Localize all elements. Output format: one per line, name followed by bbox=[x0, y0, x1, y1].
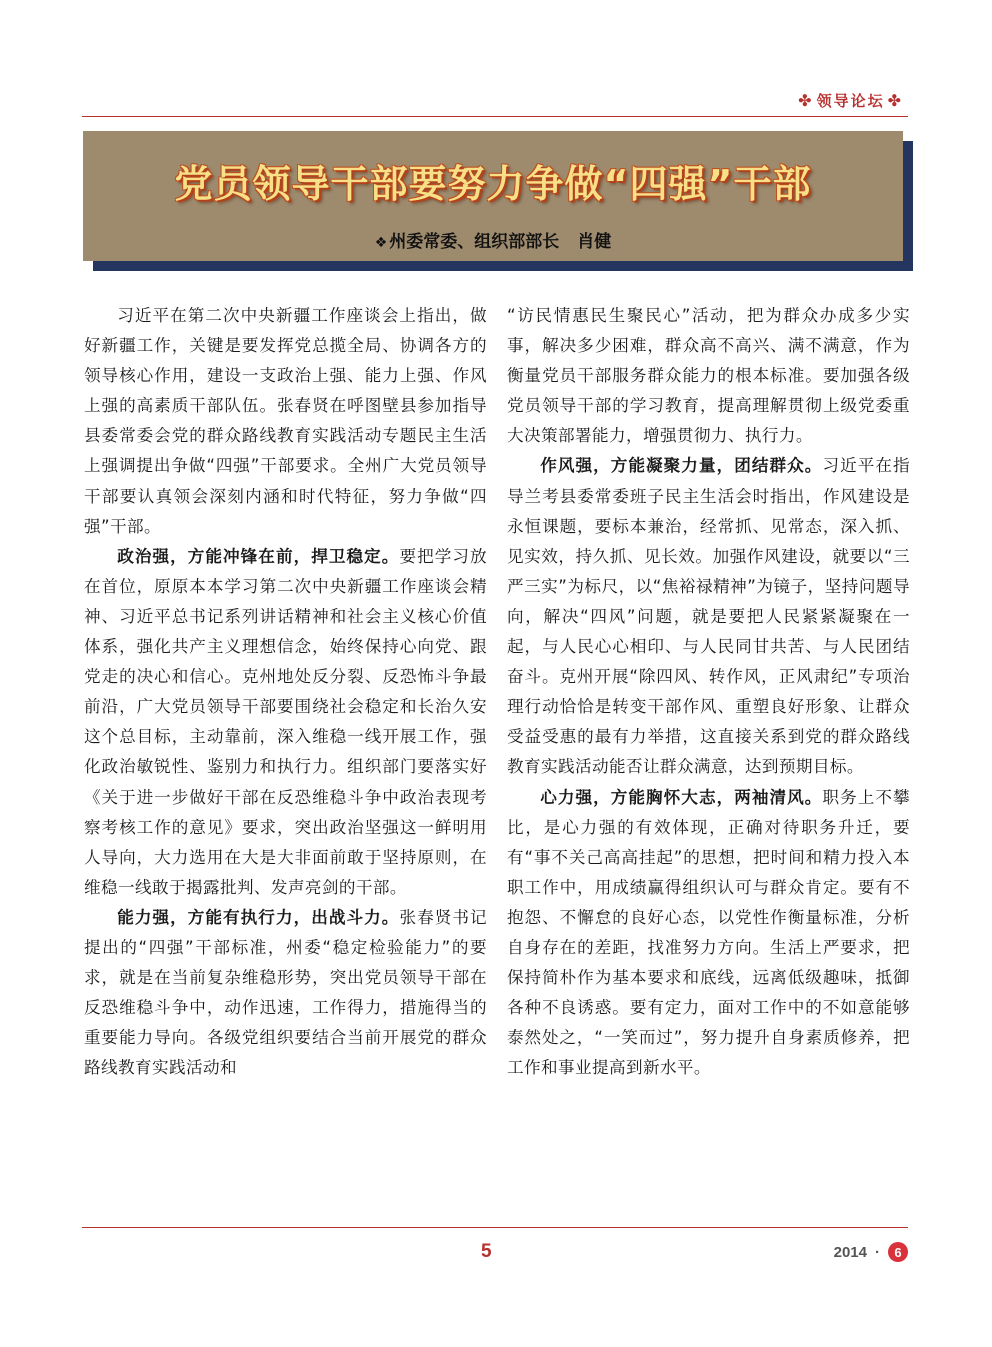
diamond-icon: ❖ bbox=[374, 235, 388, 251]
issue-number-badge: 6 bbox=[888, 1242, 908, 1262]
flower-left-icon: ✤ bbox=[798, 91, 814, 110]
right-column bbox=[507, 301, 910, 1083]
issue-info bbox=[834, 1242, 908, 1262]
section-label: 领导论坛 bbox=[816, 92, 885, 110]
bottom-divider bbox=[82, 1227, 908, 1228]
separator-dot: · bbox=[875, 1243, 880, 1261]
paragraph-ability-continued: “访民情惠民生聚民心”活动，把为群众办成多少实事，解决多少困难，群众高不高兴、满不满意，作为衡量党员干部服务群众能力的根本标准。要加强各级党员领导干部的学习教育，提高理解贯彻上级党委重大决策部署能力，增强贯彻力、执行力。 bbox=[507, 306, 910, 446]
issue-year: 2014 bbox=[833, 1243, 867, 1261]
paragraph-heading: 政治强，方能冲锋在前，捍卫稳定。 bbox=[117, 546, 400, 566]
byline bbox=[83, 227, 903, 252]
paragraph-heading: 能力强，方能有执行力，出战斗力。 bbox=[117, 907, 400, 927]
paragraph-ability bbox=[84, 903, 487, 1084]
paragraph-body: 习近平在指导兰考县委常委班子民主生活会时指出，作风建设是永恒课题，要标本兼治，经常抓、见常态，深入抓、见实效，持久抓、见长效。加强作风建设，就要以“三严三实”为标尺，以“焦裕禄精神”为镜子，坚持问题导向，解决“四风”问题，就是要把人民紧紧凝聚在一起，与人民心心相印、与人民同甘共苦、与人民团结奋斗。克州开展“除四风、转作风，正风肃纪”专项治理行动恰恰是转变干部作风、重塑良好形象、让群众受益受惠的最有力举措，这直接关系到党的群众路线教育实践活动能否让群众满意，达到预期目标。 bbox=[507, 456, 910, 777]
author-role: 州委常委、组织部部长 bbox=[389, 232, 560, 252]
paragraph-body: 职务上不攀比，是心力强的有效体现，正确对待职务升迁，要有“事不关己高高挂起”的思想，把时间和精力投入本职工作中，用成绩赢得组织认可与群众肯定。要有不抱怨、不懈怠的良好心态，以党性作衡量标准，分析自身存在的差距，找准努力方向。生活上严要求，把保持简朴作为基本要求和底线，远离低级趣味，抵御各种不良诱惑。要有定力，面对工作中的不如意能够泰然处之，“一笑而过”，努力提升自身素质修养，把工作和事业提高到新水平。 bbox=[507, 787, 910, 1078]
flower-right-icon: ✤ bbox=[887, 91, 903, 110]
top-divider bbox=[82, 116, 908, 117]
section-tag bbox=[795, 90, 906, 111]
paragraph-heading: 心力强，方能胸怀大志，两袖清风。 bbox=[540, 787, 823, 807]
paragraph-mind bbox=[507, 783, 910, 1084]
paragraph-body: 要把学习放在首位，原原本本学习第二次中央新疆工作座谈会精神、习近平总书记系列讲话精神和社会主义核心价值体系，强化共产主义理想信念，始终保持心向党、跟党走的决心和信心。克州地处反分裂、反恐怖斗争最前沿，广大党员领导干部要围绕社会稳定和长治久安这个总目标，主动靠前，深入维稳一线开展工作，强化政治敏锐性、鉴别力和执行力。组织部门要落实好《关于进一步做好干部在反恐维稳斗争中政治表现考察考核工作的意见》要求，突出政治坚强这一鲜明用人导向，大力选用在大是大非面前敢于坚持原则，在维稳一线敢于揭露批判、发声亮剑的干部。 bbox=[84, 546, 487, 897]
paragraph-style bbox=[507, 451, 910, 782]
author-name: 肖健 bbox=[577, 232, 612, 252]
left-column bbox=[84, 301, 487, 1083]
article-title: 党员领导干部要努力争做“四强”干部 bbox=[174, 162, 812, 206]
paragraph-political bbox=[84, 542, 487, 903]
title-banner bbox=[83, 131, 903, 261]
page-number: 5 bbox=[481, 1241, 492, 1262]
paragraph-intro: 习近平在第二次中央新疆工作座谈会上指出，做好新疆工作，关键是要发挥党总揽全局、协调各方的领导核心作用，建设一支政治上强、能力上强、作风上强的高素质干部队伍。张春贤在呼图壁县参加指导县委常委会党的群众路线教育实践活动专题民主生活上强调提出争做“四强”干部要求。全州广大党员领导干部要认真领会深刻内涵和时代特征，努力争做“四强”干部。 bbox=[84, 306, 487, 536]
paragraph-body: 张春贤书记提出的“四强”干部标准，州委“稳定检验能力”的要求，就是在当前复杂维稳形势，突出党员领导干部在反恐维稳斗争中，动作迅速，工作得力，措施得当的重要能力导向。各级党组织要结合当前开展党的群众路线教育实践活动和 bbox=[84, 907, 487, 1078]
paragraph-heading: 作风强，方能凝聚力量，团结群众。 bbox=[540, 456, 823, 476]
